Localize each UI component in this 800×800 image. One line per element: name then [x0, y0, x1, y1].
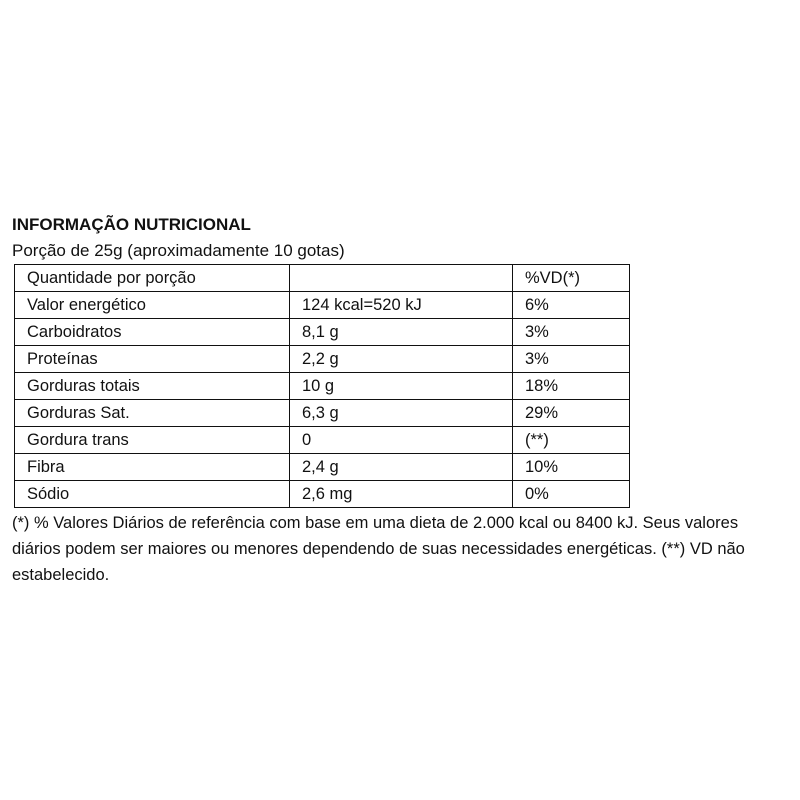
nutrient-daily-value: 3%: [513, 319, 630, 346]
table-row: [15, 373, 630, 400]
nutrient-daily-value: 0%: [513, 481, 630, 508]
table-row: [15, 454, 630, 481]
table-row: [15, 427, 630, 454]
nutrient-amount: 6,3 g: [290, 400, 513, 427]
nutrition-label: [12, 212, 782, 588]
nutrient-daily-value: 29%: [513, 400, 630, 427]
table-header-row: [15, 265, 630, 292]
nutrient-name: Gorduras totais: [15, 373, 290, 400]
nutrient-amount: 124 kcal=520 kJ: [290, 292, 513, 319]
footnote: (*) % Valores Diários de referência com base em uma dieta de 2.000 kcal ou 8400 kJ. Seus valores diários podem ser maiores ou menores dependendo de suas necessidades energéticas. (**) VD não estabelecido.: [12, 514, 745, 584]
table-row: [15, 400, 630, 427]
nutrient-name: Sódio: [15, 481, 290, 508]
nutrient-daily-value: 3%: [513, 346, 630, 373]
nutrient-name: Valor energético: [15, 292, 290, 319]
nutrient-amount: 2,2 g: [290, 346, 513, 373]
nutrient-daily-value: (**): [513, 427, 630, 454]
nutrient-amount: 2,6 mg: [290, 481, 513, 508]
nutrient-name: Carboidratos: [15, 319, 290, 346]
header-cell-amount: [290, 265, 513, 292]
nutrient-daily-value: 10%: [513, 454, 630, 481]
table-row: [15, 292, 630, 319]
nutrient-name: Gordura trans: [15, 427, 290, 454]
nutrient-daily-value: 6%: [513, 292, 630, 319]
table-row: [15, 481, 630, 508]
table-row: [15, 319, 630, 346]
nutrient-amount: 8,1 g: [290, 319, 513, 346]
table-row: [15, 346, 630, 373]
nutrient-name: Proteínas: [15, 346, 290, 373]
nutrition-table: [14, 264, 630, 508]
nutrient-amount: 0: [290, 427, 513, 454]
serving-size: Porção de 25g (aproximadamente 10 gotas): [12, 241, 345, 260]
header-cell-quantity: Quantidade por porção: [15, 265, 290, 292]
label-title: INFORMAÇÃO NUTRICIONAL: [12, 215, 251, 234]
nutrient-name: Fibra: [15, 454, 290, 481]
nutrient-amount: 2,4 g: [290, 454, 513, 481]
header-cell-daily-value: %VD(*): [513, 265, 630, 292]
nutrient-name: Gorduras Sat.: [15, 400, 290, 427]
nutrient-amount: 10 g: [290, 373, 513, 400]
nutrient-daily-value: 18%: [513, 373, 630, 400]
